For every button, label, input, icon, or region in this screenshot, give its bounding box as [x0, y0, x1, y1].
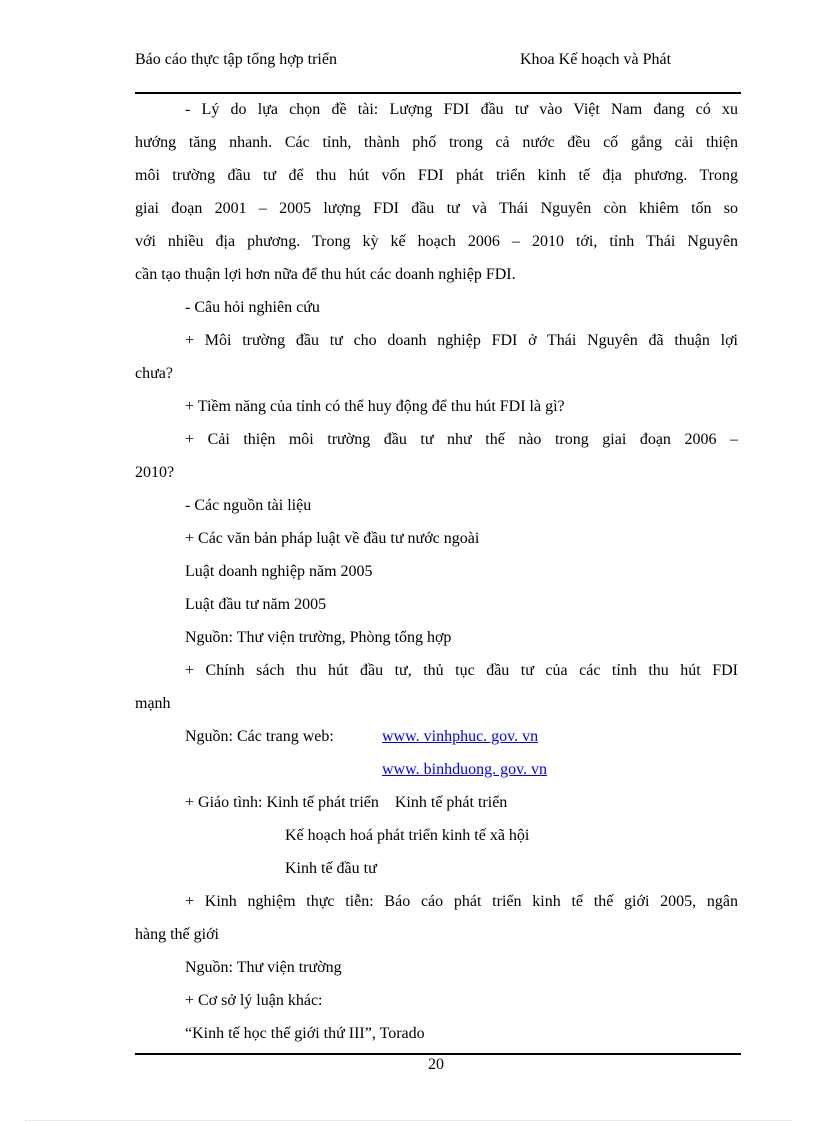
paragraph-line: + Cải thiện môi trường đầu tư như thế nào trong giai đoạn 2006 –: [185, 431, 738, 448]
paragraph-line: + Cơ sở lý luận khác:: [185, 992, 323, 1009]
paragraph-line: Luật doanh nghiệp năm 2005: [185, 563, 373, 580]
paragraph-line: giai đoạn 2001 – 2005 lượng FDI đầu tư và Thái Nguyên còn khiêm tốn so: [135, 200, 738, 217]
source-web-label: Nguồn: Các trang web:: [185, 728, 334, 745]
page-number: 20: [428, 1056, 444, 1073]
header-left-title: Báo cáo thực tập tổng hợp triển: [135, 51, 337, 68]
link-binhduong[interactable]: www. binhduong. gov. vn: [382, 761, 548, 778]
paragraph-line: cần tạo thuận lợi hơn nữa để thu hút các doanh nghiệp FDI.: [135, 266, 516, 283]
section-heading: - Các nguồn tài liệu: [185, 497, 312, 514]
paragraph-line: môi trường đầu tư để thu hút vốn FDI phát triển kinh tế địa phương. Trong: [135, 167, 738, 184]
paragraph-line: hàng thế giới: [135, 926, 219, 943]
page-edge-divider: [25, 1120, 791, 1121]
paragraph-line: Kế hoạch hoá phát triển kinh tế xã hội: [285, 827, 530, 844]
footer-rule: [135, 1053, 741, 1055]
paragraph-line: + Tiềm năng của tỉnh có thể huy động để thu hút FDI là gì?: [185, 398, 565, 415]
paragraph-line: + Chính sách thu hút đầu tư, thủ tục đầu tư của các tỉnh thu hút FDI: [185, 662, 738, 679]
section-heading: - Câu hỏi nghiên cứu: [185, 299, 320, 316]
source-web-line: [135, 753, 738, 786]
paragraph-line: + Các văn bản pháp luật về đầu tư nước ngoài: [185, 530, 480, 547]
paragraph-line: Nguồn: Thư viện trường: [185, 959, 342, 976]
paragraph-line: chưa?: [135, 365, 173, 382]
paragraph-line: - Lý do lựa chọn đề tài: Lượng FDI đầu tư vào Việt Nam đang có xu: [185, 101, 738, 118]
paragraph-line: Nguồn: Thư viện trường, Phòng tổng hợp: [185, 629, 452, 646]
paragraph-line: + Kinh nghiệm thực tiễn: Báo cáo phát triển kinh tế thế giới 2005, ngân: [185, 893, 738, 910]
paragraph-line: + Môi trường đầu tư cho doanh nghiệp FDI ở Thái Nguyên đã thuận lợi: [185, 332, 738, 349]
paragraph-line: 2010?: [135, 464, 175, 481]
link-vinhphuc[interactable]: www. vinhphuc. gov. vn: [382, 728, 539, 745]
paragraph-line: Luật đầu tư năm 2005: [185, 596, 327, 613]
page-body: [135, 93, 738, 1050]
source-web-line: [135, 720, 738, 753]
paragraph-line: hướng tăng nhanh. Các tỉnh, thành phố trong cả nước đều cố gắng cải thiện: [135, 134, 738, 151]
paragraph-line: “Kinh tế học thế giới thứ III”, Torado: [185, 1025, 425, 1042]
paragraph-line: mạnh: [135, 695, 171, 712]
paragraph-line: + Giáo tình: Kinh tế phát triển Kinh tế phát triển: [185, 794, 508, 811]
header-right-title: Khoa Kế hoạch và Phát: [520, 51, 672, 68]
paragraph-line: Kinh tế đầu tư: [285, 860, 377, 877]
paragraph-line: với nhiều địa phương. Trong kỳ kế hoạch 2006 – 2010 tới, tỉnh Thái Nguyên: [135, 233, 738, 250]
